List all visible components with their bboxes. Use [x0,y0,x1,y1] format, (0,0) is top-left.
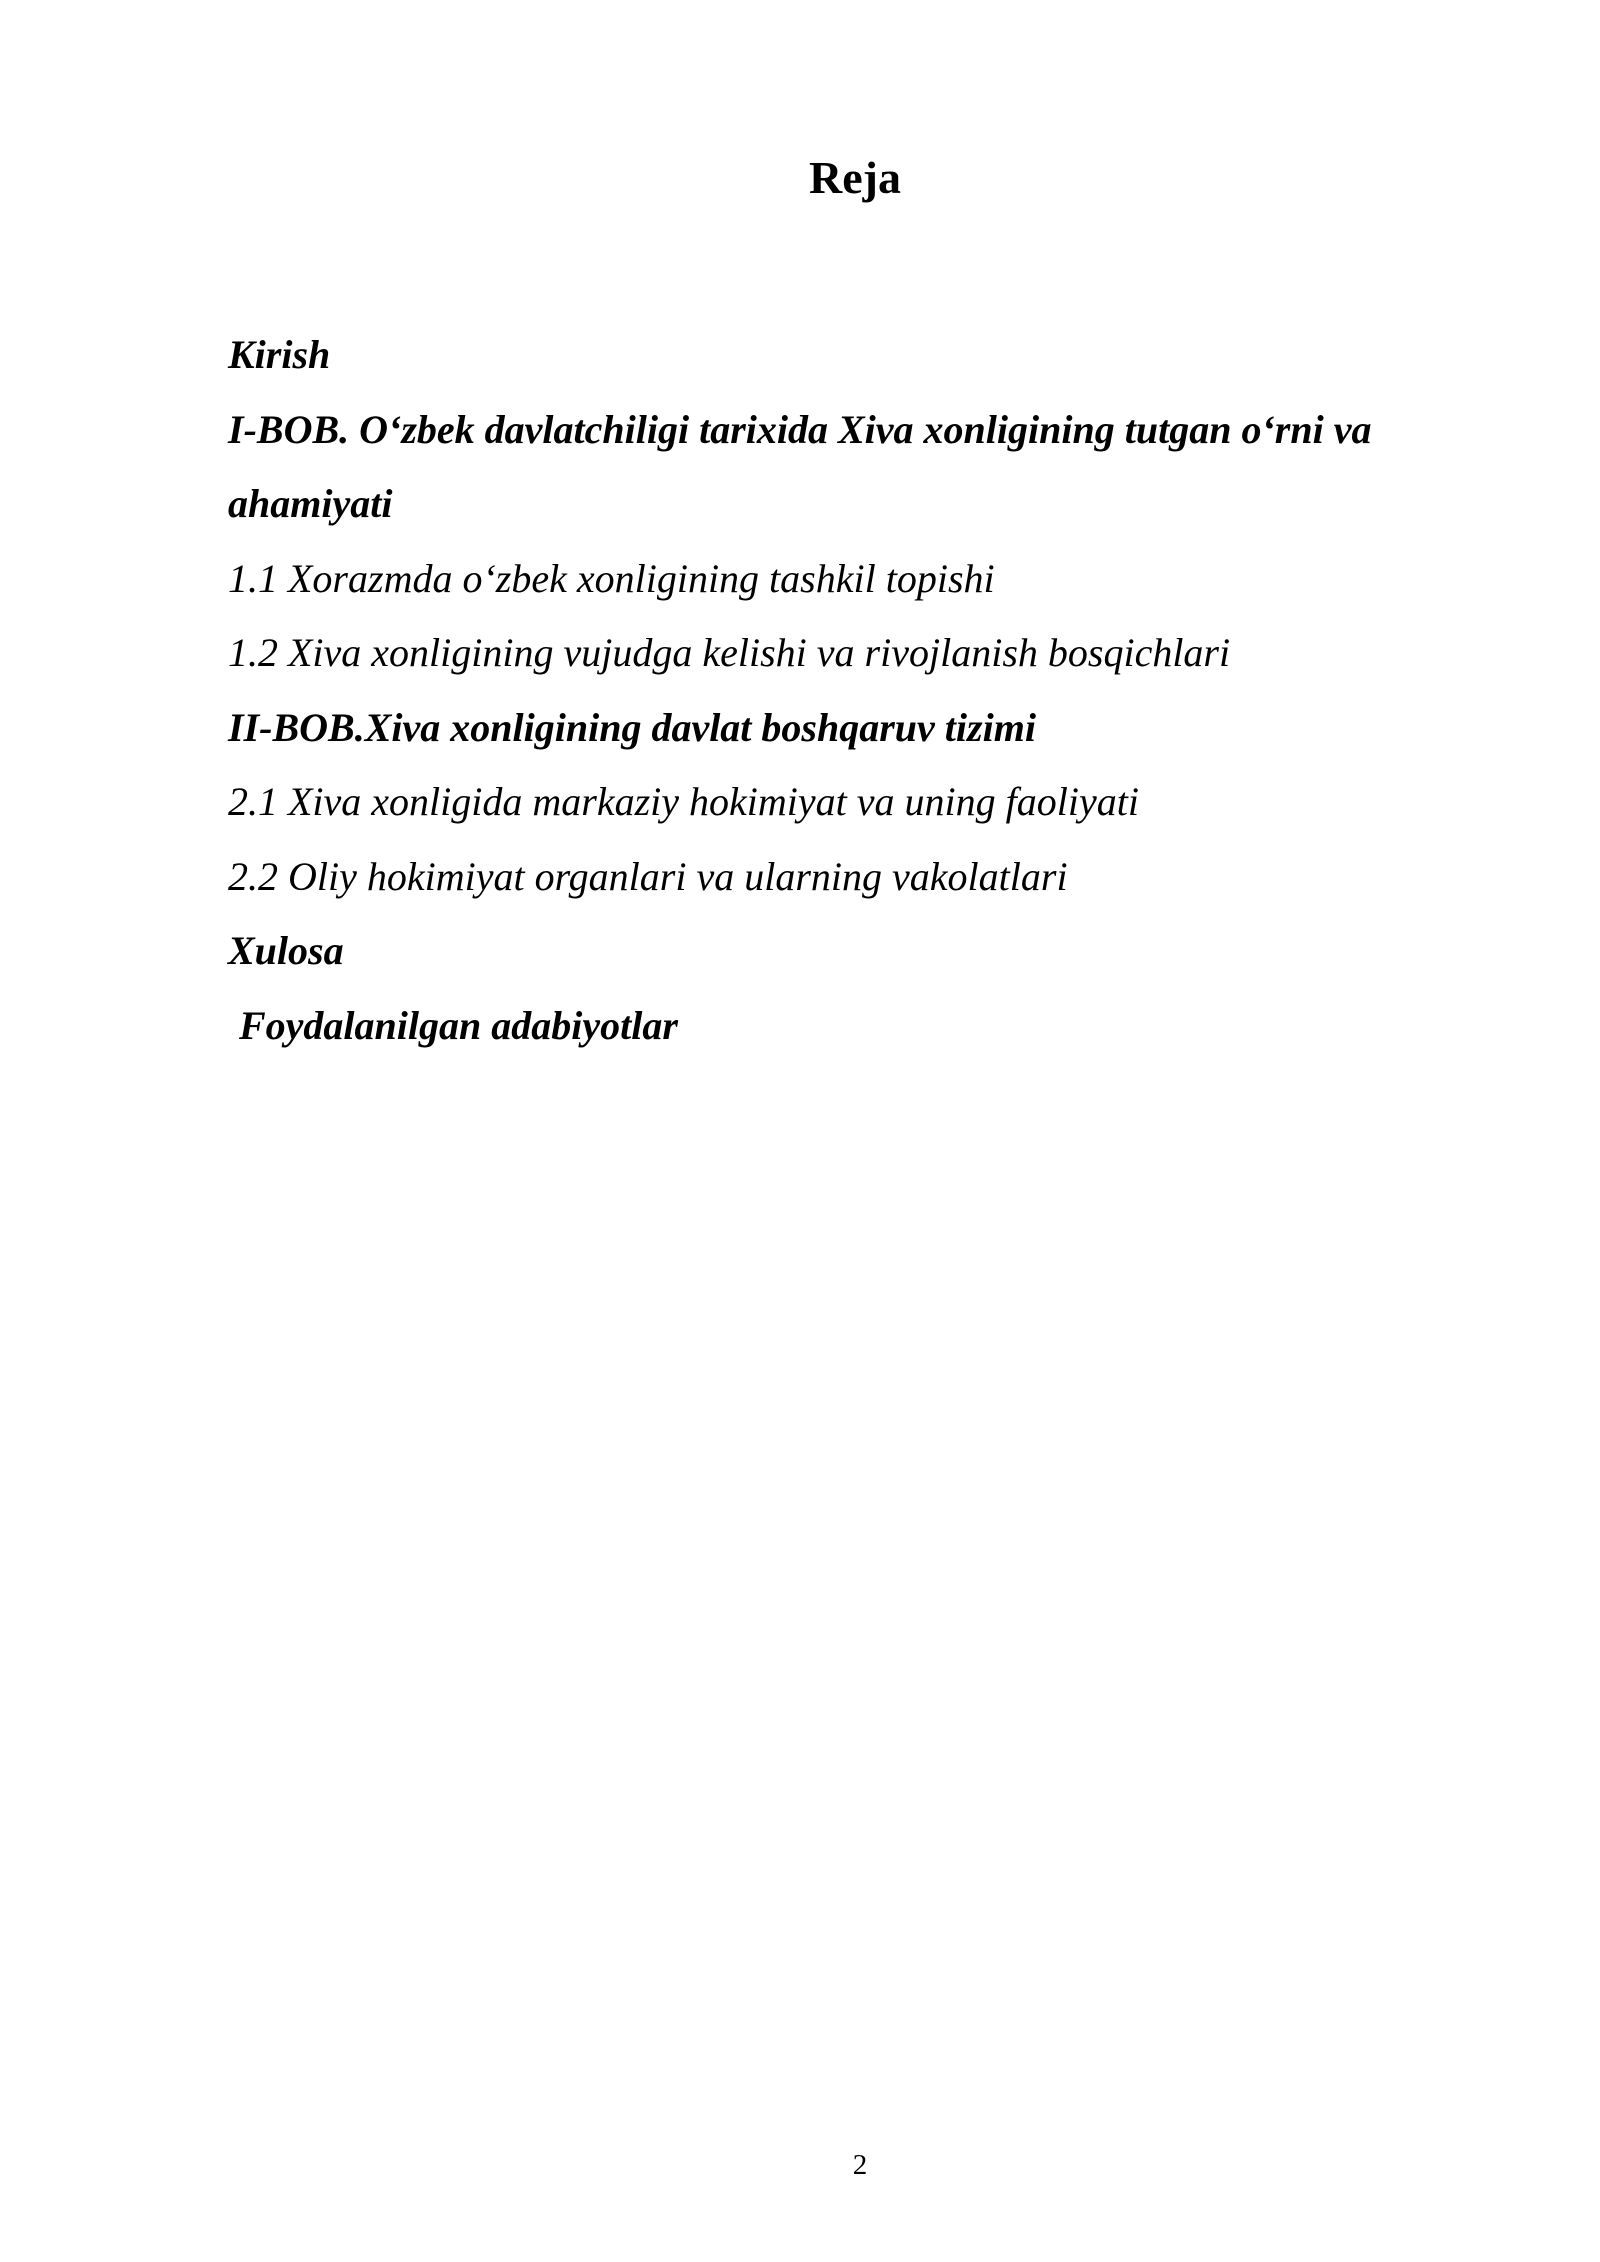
toc-item-xulosa: Xulosa [228,928,344,973]
page-number: 2 [852,2149,868,2181]
toc-item-section-1-2: 1.2 Xiva xonligining vujudga kelishi va rivojlanish bosqichlari [228,630,1231,675]
toc-item-bibliography: Foydalanilgan adabiyotlar [239,1002,678,1048]
toc-item-kirish: Kirish [228,332,331,377]
toc-item-section-2-2: 2.2 Oliy hokimiyat organlari va ularning vakolatlari [228,853,1068,899]
toc-item-chapter-2-title: II-BOB.Xiva xonligining davlat boshqaruv tizimi [228,704,1036,750]
table-of-contents [228,318,1478,1063]
toc-item-chapter-1-title: I-BOB. O‘zbek davlatchiligi tarixida Xiva xonligining tutgan o‘rni va [228,406,1372,452]
toc-item-section-2-1: 2.1 Xiva xonligida markaziy hokimiyat va uning faoliyati [228,779,1139,824]
toc-item-section-1-1: 1.1 Xorazmda o‘zbek xonligining tashkil topishi [228,555,995,601]
page-title: Reja [809,152,901,203]
toc-item-chapter-1-title-continued: ahamiyati [228,481,393,526]
